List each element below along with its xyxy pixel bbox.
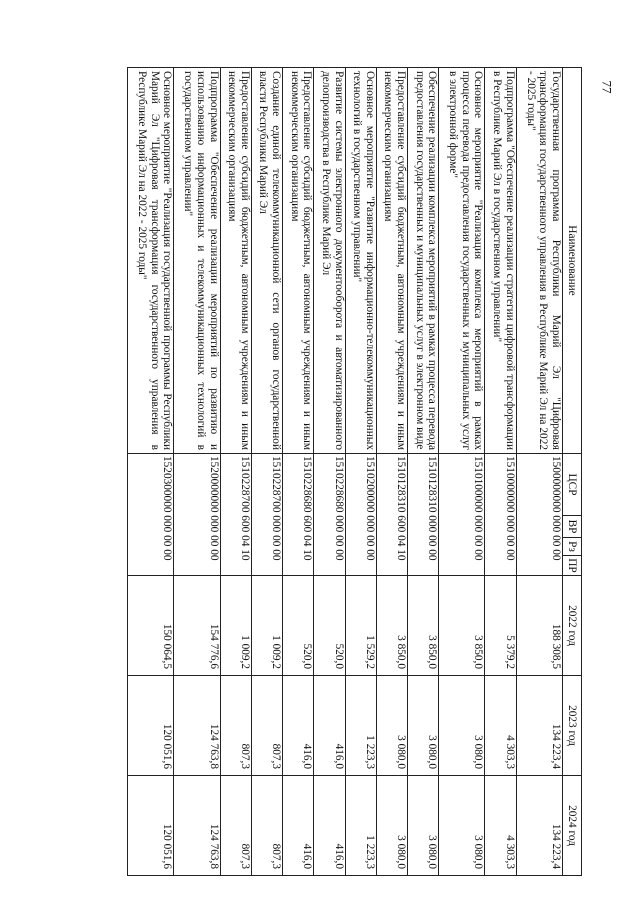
header-2022: 2022 год xyxy=(563,576,582,676)
row-value-2022: 150 064,5 xyxy=(128,576,174,676)
row-value-2023: 3 080,0 xyxy=(439,676,485,776)
row-code: 1510100000 000 00 00 xyxy=(439,454,485,576)
row-code: 1510128310 600 04 10 xyxy=(376,454,407,576)
row-value-2022: 520,0 xyxy=(314,576,345,676)
row-code: 1520300000 000 00 00 xyxy=(128,454,174,576)
row-value-2024: 3 080,0 xyxy=(408,776,439,876)
row-value-2022: 188 308,5 xyxy=(516,576,562,676)
table-row xyxy=(283,68,314,876)
table-row xyxy=(376,68,407,876)
row-code: 1510228700 600 04 10 xyxy=(220,454,251,576)
row-code: 1520000000 000 00 00 xyxy=(174,454,220,576)
row-value-2024: 3 080,0 xyxy=(376,776,407,876)
row-name: Государственная программа Республики Марий Эл "Цифровая трансформация государственного управления в Республике Марий Эл на 2022 - 2025 годы" xyxy=(516,68,562,454)
row-value-2023: 4 303,3 xyxy=(485,676,516,776)
table-row xyxy=(251,68,282,876)
row-value-2022: 1 009,2 xyxy=(251,576,282,676)
row-value-2022: 5 379,2 xyxy=(485,576,516,676)
header-name: Наименование xyxy=(563,68,582,454)
row-name: Подпрограмма "Обеспечение реализации стратегии цифровой трансформации в Республике Марий Эл в государственном управлении" xyxy=(485,68,516,454)
row-value-2024: 4 303,3 xyxy=(485,776,516,876)
row-value-2022: 1 529,2 xyxy=(345,576,376,676)
table-row xyxy=(220,68,251,876)
table-row xyxy=(485,68,516,876)
row-value-2023: 3 080,0 xyxy=(376,676,407,776)
table-row xyxy=(345,68,376,876)
row-value-2022: 154 776,6 xyxy=(174,576,220,676)
row-name: Основное мероприятие "Развитие информационно-телекоммуникационных технологий в государственном управлении" xyxy=(345,68,376,454)
row-value-2022: 1 009,2 xyxy=(220,576,251,676)
header-rz: Рз xyxy=(563,538,582,556)
header-csr: ЦСР xyxy=(563,454,582,516)
row-name: Создание единой телекоммуникационной сети органов государственной власти Республики Марий Эл xyxy=(251,68,282,454)
table-row xyxy=(516,68,562,876)
header-2023: 2023 год xyxy=(563,676,582,776)
row-value-2022: 520,0 xyxy=(283,576,314,676)
table-row xyxy=(314,68,345,876)
row-code: 1510128310 000 00 00 xyxy=(408,454,439,576)
row-value-2023: 1 223,3 xyxy=(345,676,376,776)
header-pr: ПР xyxy=(563,556,582,576)
row-code: 1500000000 000 00 00 xyxy=(516,454,562,576)
row-code: 1510200000 000 00 00 xyxy=(345,454,376,576)
row-value-2023: 807,3 xyxy=(220,676,251,776)
row-name: Развитие системы электронного документооборота и автоматизированного делопроизводства в Республике Марий Эл xyxy=(314,68,345,454)
header-2024: 2024 год xyxy=(563,776,582,876)
row-value-2024: 807,3 xyxy=(251,776,282,876)
row-value-2023: 120 051,6 xyxy=(128,676,174,776)
page-number: 77 xyxy=(599,80,614,94)
table-row xyxy=(174,68,220,876)
row-name: Основное мероприятие "Реализация комплекса мероприятий в рамках процесса перевода предоставления государственных и муниципальных услуг в электронной форме" xyxy=(439,68,485,454)
row-value-2022: 3 850,0 xyxy=(439,576,485,676)
table-row xyxy=(439,68,485,876)
row-name: Предоставление субсидий бюджетным, автономным учреждениям и иным некоммерческим организациям xyxy=(283,68,314,454)
row-name: Предоставление субсидий бюджетным, автономным учреждениям и иным некоммерческим организациям xyxy=(220,68,251,454)
row-name: Обеспечение реализации комплекса мероприятий в рамках процесса перевода предоставления государственных и муниципальных услуг в электронном виде xyxy=(408,68,439,454)
row-value-2024: 807,3 xyxy=(220,776,251,876)
row-name: Основное мероприятие "Реализация государственной программы Республики Марий Эл "Цифровая трансформация государственного управления в Республике Марий Эл на 2022 - 2025 годы" xyxy=(128,68,174,454)
row-value-2022: 3 850,0 xyxy=(408,576,439,676)
row-code: 1510000000 000 00 00 xyxy=(485,454,516,576)
table-header-row xyxy=(563,68,582,876)
row-code: 1510228680 600 04 10 xyxy=(283,454,314,576)
row-value-2022: 3 850,0 xyxy=(376,576,407,676)
row-value-2024: 416,0 xyxy=(314,776,345,876)
row-value-2024: 124 763,8 xyxy=(174,776,220,876)
row-value-2023: 416,0 xyxy=(314,676,345,776)
row-value-2023: 134 223,4 xyxy=(516,676,562,776)
row-value-2024: 120 051,6 xyxy=(128,776,174,876)
row-value-2024: 134 223,4 xyxy=(516,776,562,876)
row-name: Предоставление субсидий бюджетным, автономным учреждениям и иным некоммерческим организациям xyxy=(376,68,407,454)
table-row xyxy=(128,68,174,876)
row-code: 1510228680 000 00 00 xyxy=(314,454,345,576)
row-name: Подпрограмма "Обеспечение реализации мероприятий по развитию и использованию информационных и телекоммуникационных технологий в государственном управлении" xyxy=(174,68,220,454)
row-value-2023: 3 080,0 xyxy=(408,676,439,776)
table-row xyxy=(408,68,439,876)
header-vr: ВР xyxy=(563,516,582,538)
budget-table xyxy=(127,67,582,876)
budget-table-sheet xyxy=(127,67,582,875)
row-value-2023: 124 763,8 xyxy=(174,676,220,776)
row-value-2024: 3 080,0 xyxy=(439,776,485,876)
row-value-2023: 416,0 xyxy=(283,676,314,776)
row-value-2024: 1 223,3 xyxy=(345,776,376,876)
row-value-2023: 807,3 xyxy=(251,676,282,776)
row-code: 1510228700 000 00 00 xyxy=(251,454,282,576)
row-value-2024: 416,0 xyxy=(283,776,314,876)
